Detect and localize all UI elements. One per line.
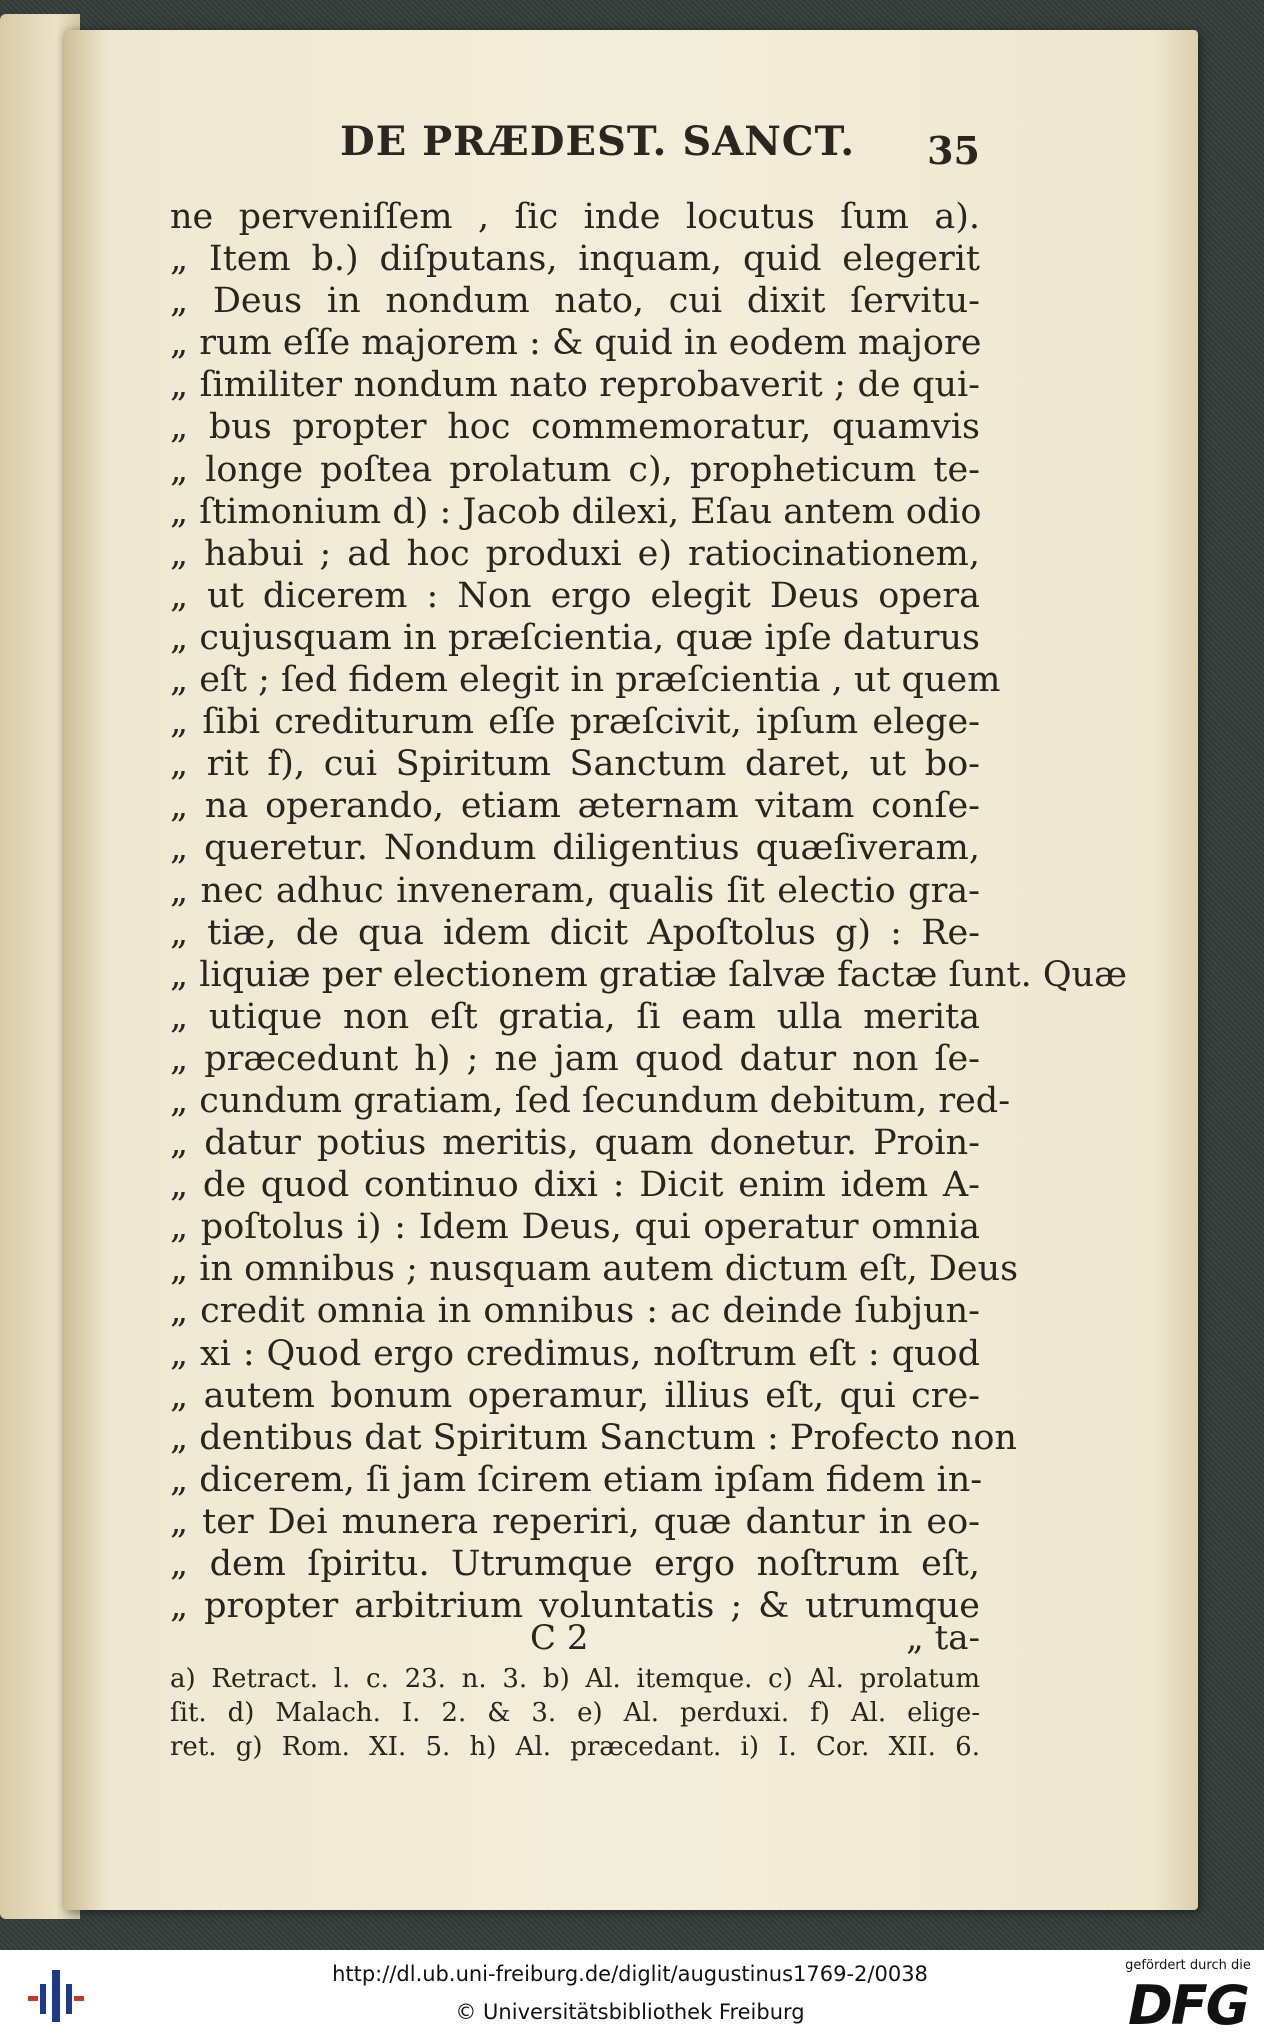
signature-mark: C 2	[530, 1618, 589, 1658]
text-line: „ poſtolus i) : Idem Deus, qui operatur omnia	[170, 1207, 980, 1248]
text-line: „ datur potius meritis, quam donetur. Proin-	[170, 1123, 980, 1164]
text-line: „ dem ſpiritu. Utrumque ergo noſtrum eſt,	[170, 1544, 980, 1584]
text-line: „ habui ; ad hoc produxi e) ratiocinationem,	[170, 533, 980, 574]
text-line: „ dentibus dat Spiritum Sanctum : Profecto non	[170, 1417, 1017, 1458]
text-line: „ rum eſſe majorem : & quid in eodem majore	[170, 323, 982, 364]
signature-line	[170, 1618, 980, 1662]
permalink-url[interactable]: http://dl.ub.uni-freiburg.de/diglit/augustinus1769-2/0038	[332, 1962, 928, 1986]
running-title: DE PRÆDEST. SANCT.	[340, 118, 856, 165]
text-line: „ longe poſtea prolatum c), propheticum te-	[170, 449, 980, 490]
text-line: „ na operando, etiam æternam vitam conſe-	[170, 786, 980, 827]
text-line: „ præcedunt h) ; ne jam quod datur non ſe-	[170, 1038, 980, 1079]
funding-label: gefördert durch die	[1125, 1958, 1251, 1973]
text-line: „ nec adhuc inveneram, qualis ſit electio gra-	[170, 870, 980, 911]
text-line: „ eſt ; ſed fidem elegit in præſcientia , ut quem	[170, 660, 1001, 701]
text-line: „ cujusquam in præſcientia, quæ ipſe daturus	[170, 617, 980, 658]
text-line: „ Deus in nondum nato, cui dixit ſervitu-	[170, 281, 980, 322]
text-line: „ rit f), cui Spiritum Sanctum daret, ut bo-	[170, 744, 980, 785]
text-line: „ dicerem, ſi jam ſcirem etiam ipſam fidem in-	[170, 1459, 983, 1500]
text-line: „ Item b.) diſputans, inquam, quid elegerit	[170, 239, 980, 280]
text-line: „ ſtimonium d) : Jacob dilexi, Eſau antem odio	[170, 491, 982, 532]
footer-bar	[0, 1950, 1264, 2040]
text-line: „ credit omnia in omnibus : ac deinde ſubjun-	[170, 1291, 980, 1332]
text-line: ne perveniſſem , ſic inde locutus ſum a).	[170, 197, 980, 237]
page-header	[340, 118, 980, 178]
library-logo-icon	[24, 1966, 88, 2026]
footnotes	[170, 1662, 980, 1764]
text-line: „ utique non eſt gratia, ſi eam ulla merita	[170, 996, 980, 1037]
text-line: „ ſimiliter nondum nato reprobaverit ; de qui-	[170, 365, 980, 406]
text-line: „ propter arbitrium voluntatis ; & utrumque	[170, 1586, 980, 1627]
text-line: „ de quod continuo dixi : Dicit enim idem A-	[170, 1165, 980, 1206]
text-line: „ queretur. Nondum diligentius quæſiveram,	[170, 828, 980, 869]
dfg-logo: DFG	[1127, 1974, 1249, 2037]
text-line: „ bus propter hoc commemoratur, quamvis	[170, 407, 980, 448]
footnote-line: ret. g) Rom. XI. 5. h) Al. præcedant. i) I. Cor. XII. 6.	[170, 1732, 980, 1762]
body-text	[170, 196, 1127, 1627]
text-line: „ cundum gratiam, ſed ſecundum debitum, red-	[170, 1080, 1011, 1121]
text-line: „ ſibi crediturum eſſe præſcivit, ipſum elege-	[170, 702, 980, 743]
footnote-line: a) Retract. l. c. 23. n. 3. b) Al. itemque. c) Al. prolatum	[170, 1664, 980, 1694]
text-line: „ ut dicerem : Non ergo elegit Deus opera	[170, 575, 980, 616]
text-line: „ liquiæ per electionem gratiæ ſalvæ factæ ſunt. Quæ	[170, 954, 1127, 995]
text-line: „ xi : Quod ergo credimus, noſtrum eſt : quod	[170, 1333, 980, 1374]
catchword: „ ta-	[906, 1618, 980, 1658]
text-line: „ ter Dei munera reperiri, quæ dantur in eo-	[170, 1501, 980, 1542]
copyright-notice: © Universitätsbibliothek Freiburg	[455, 2000, 805, 2024]
text-line: „ in omnibus ; nusquam autem dictum eſt, Deus	[170, 1249, 1019, 1290]
footnote-line: ſit. d) Malach. I. 2. & 3. e) Al. perduxi. f) Al. elige-	[170, 1698, 980, 1728]
text-line: „ tiæ, de qua idem dicit Apoſtolus g) : Re-	[170, 912, 980, 953]
page-number: 35	[927, 128, 980, 173]
text-line: „ autem bonum operamur, illius eſt, qui cre-	[170, 1375, 980, 1416]
